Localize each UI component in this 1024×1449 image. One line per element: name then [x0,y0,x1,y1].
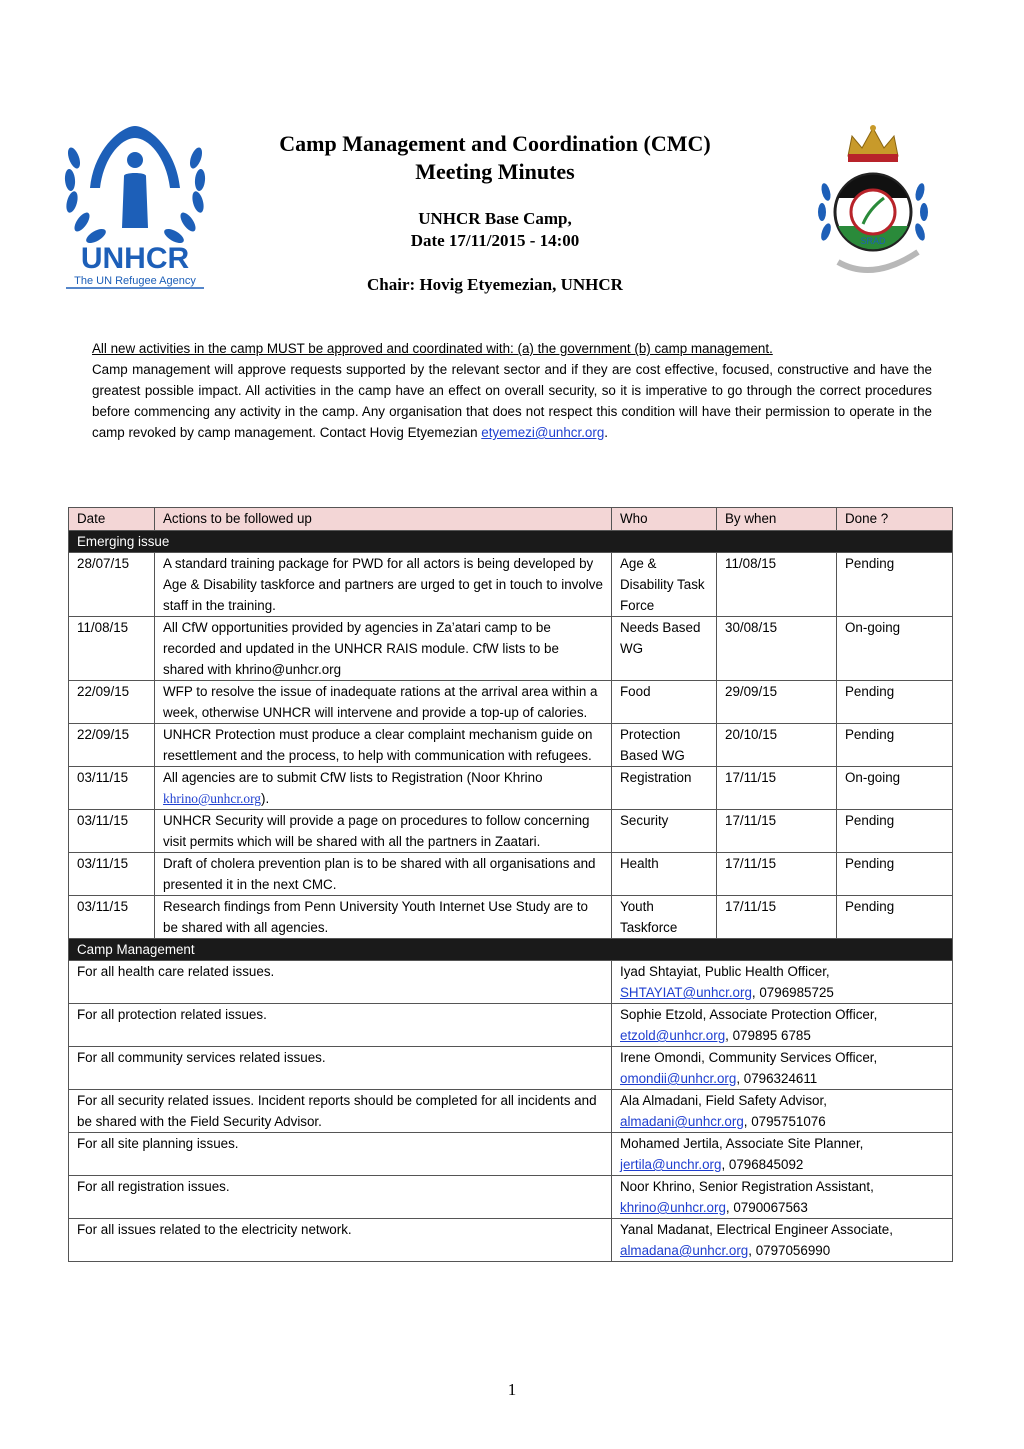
contact-email-link[interactable]: khrino@unhcr.org [620,1200,726,1215]
contact-row [69,1133,953,1176]
title-line-1: Camp Management and Coordination (CMC) [279,131,711,156]
contact-phone: , 0797056990 [748,1243,831,1258]
contact-email-link[interactable]: SHTAYIAT@unhcr.org [620,985,752,1000]
contact-email-link[interactable]: etzold@unhcr.org [620,1028,726,1043]
contact-phone: , 0795751076 [743,1114,826,1129]
row-action: All CfW opportunities provided by agencies in Za’atari camp to be recorded and updated in the UNHCR RAIS module. CfW lists to be shared with khrino@unhcr.org [155,617,612,681]
contact-row [69,1090,953,1133]
contact-phone: , 0790067563 [725,1200,808,1215]
row-who: Protection Based WG [612,724,717,767]
row-by-when: 17/11/15 [717,767,837,810]
header-by-when: By when [717,508,837,531]
contact-name: Noor Khrino, Senior Registration Assistant, [620,1179,874,1194]
intro-end: . [604,425,609,440]
unhcr-logo [62,118,208,290]
contact-issue: For all registration issues. [69,1176,612,1219]
meeting-date: Date 17/11/2015 - 14:00 [410,231,580,250]
contact-person [612,1004,953,1047]
row-done: Pending [837,681,953,724]
row-by-when: 30/08/15 [717,617,837,681]
contact-issue: For all security related issues. Incident reports should be completed for all incidents and be shared with the Field Security Advisor. [69,1090,612,1133]
header-done: Done ? [837,508,953,531]
row-date: 22/09/15 [69,724,155,767]
row-date: 03/11/15 [69,810,155,853]
contact-email-link[interactable]: jertila@unchr.org [620,1157,722,1172]
row-by-when: 20/10/15 [717,724,837,767]
header-date: Date [69,508,155,531]
table-row [69,896,953,939]
row-who: Registration [612,767,717,810]
header-who: Who [612,508,717,531]
svg-text:The UN Refugee Agency: The UN Refugee Agency [74,275,196,287]
row-who: Health [612,853,717,896]
row-who: Youth Taskforce [612,896,717,939]
contact-row [69,1219,953,1262]
contact-name: Mohamed Jertila, Associate Site Planner, [620,1136,864,1151]
section-emerging-issue [69,531,953,553]
row-action-text: All agencies are to submit CfW lists to Registration (Noor Khrino [163,770,543,785]
meeting-chair: Chair: Hovig Etyemezian, UNHCR [367,275,623,294]
row-action: UNHCR Security will provide a page on procedures to follow concerning visit permits which will be shared with all the partners in Zaatari. [155,810,612,853]
minutes-table [68,507,953,1262]
contact-person [612,961,953,1004]
row-who: Food [612,681,717,724]
header-actions: Actions to be followed up [155,508,612,531]
row-action: A standard training package for PWD for all actors is being developed by Age & Disability taskforce and partners are urged to get in touch to involve staff in the training. [155,553,612,617]
contact-person [612,1047,953,1090]
contact-phone: , 0796985725 [751,985,834,1000]
row-action: Research findings from Penn University Youth Internet Use Study are to be shared with all agencies. [155,896,612,939]
contact-person [612,1133,953,1176]
row-action-end: ). [261,791,270,806]
row-who: Needs Based WG [612,617,717,681]
table-header-row [69,508,953,531]
contact-person [612,1090,953,1133]
section-camp-management [69,939,953,961]
row-action [155,767,612,810]
contact-phone: , 079895 6785 [725,1028,811,1043]
row-done: On-going [837,767,953,810]
contact-row [69,961,953,1004]
svg-text:UNHCR: UNHCR [80,242,190,275]
crown-icon [848,125,898,162]
contact-name: Ala Almadani, Field Safety Advisor, [620,1093,827,1108]
contact-name: Yanal Madanat, Electrical Engineer Associate, [620,1222,893,1237]
contact-issue: For all site planning issues. [69,1133,612,1176]
contact-row [69,1004,953,1047]
contact-person [612,1176,953,1219]
row-by-when: 17/11/15 [717,896,837,939]
table-row [69,810,953,853]
contact-email-link[interactable]: etyemezi@unhcr.org [481,425,605,440]
row-action: WFP to resolve the issue of inadequate rations at the arrival area within a week, otherwise UNHCR will intervene and provide a top-up of calories. [155,681,612,724]
row-date: 22/09/15 [69,681,155,724]
row-action: Draft of cholera prevention plan is to be shared with all organisations and presented it in the next CMC. [155,853,612,896]
row-done: Pending [837,724,953,767]
contact-name: Irene Omondi, Community Services Officer, [620,1050,878,1065]
table-row [69,767,953,810]
row-action: UNHCR Protection must produce a clear complaint mechanism guide on resettlement and the process, to help with communication with refugees. [155,724,612,767]
approval-notice: All new activities in the camp MUST be approved and coordinated with: (a) the government (b) camp management. [92,341,773,356]
unhcr-emblem-icon [62,118,208,290]
row-done: Pending [837,553,953,617]
row-action-email-link[interactable]: khrino@unhcr.org [163,791,261,806]
section-title: Emerging issue [69,531,953,553]
contact-issue: For all issues related to the electricity network. [69,1219,612,1262]
row-date: 03/11/15 [69,853,155,896]
table-row [69,681,953,724]
meeting-location: UNHCR Base Camp, [418,209,572,228]
row-date: 03/11/15 [69,896,155,939]
row-done: Pending [837,896,953,939]
srad-logo [808,122,938,292]
contact-phone: , 0796324611 [736,1071,818,1086]
row-date: 03/11/15 [69,767,155,810]
intro-body: Camp management will approve requests supported by the relevant sector and if they are cost effective, focused, constructive and have the greatest possible impact. All activities in the camp have an effect on overall security, so it is imperative to go through the correct procedures before commencing any activity in the camp. Any organisation that does not respect this condition will have their permission to operate in the camp revoked by camp management. Contact Hovig Etyemezian [92,362,932,440]
row-by-when: 17/11/15 [717,810,837,853]
contact-email-link[interactable]: almadani@unhcr.org [620,1114,744,1129]
row-who: Age & Disability Task Force [612,553,717,617]
intro-paragraph [92,338,932,443]
contact-issue: For all health care related issues. [69,961,612,1004]
row-date: 11/08/15 [69,617,155,681]
contact-issue: For all community services related issues. [69,1047,612,1090]
contact-email-link[interactable]: omondii@unhcr.org [620,1071,737,1086]
row-done: Pending [837,853,953,896]
section-title: Camp Management [69,939,953,961]
contact-row [69,1176,953,1219]
row-by-when: 11/08/15 [717,553,837,617]
title-line-2: Meeting Minutes [415,159,575,184]
srad-emblem-icon [808,122,938,292]
row-by-when: 29/09/15 [717,681,837,724]
page-number: 1 [507,1380,517,1399]
meeting-title [240,130,750,186]
table-row [69,853,953,896]
table-row [69,617,953,681]
table-row [69,553,953,617]
table-row [69,724,953,767]
svg-text:SRAD: SRAD [860,236,886,246]
row-done: On-going [837,617,953,681]
contact-person [612,1219,953,1262]
row-date: 28/07/15 [69,553,155,617]
row-who: Security [612,810,717,853]
meeting-details [240,208,750,252]
row-done: Pending [837,810,953,853]
contact-issue: For all protection related issues. [69,1004,612,1047]
contact-row [69,1047,953,1090]
row-by-when: 17/11/15 [717,853,837,896]
contact-name: Sophie Etzold, Associate Protection Officer, [620,1007,878,1022]
contact-email-link[interactable]: almadana@unhcr.org [620,1243,749,1258]
contact-name: Iyad Shtayiat, Public Health Officer, [620,964,830,979]
contact-phone: , 0796845092 [721,1157,804,1172]
